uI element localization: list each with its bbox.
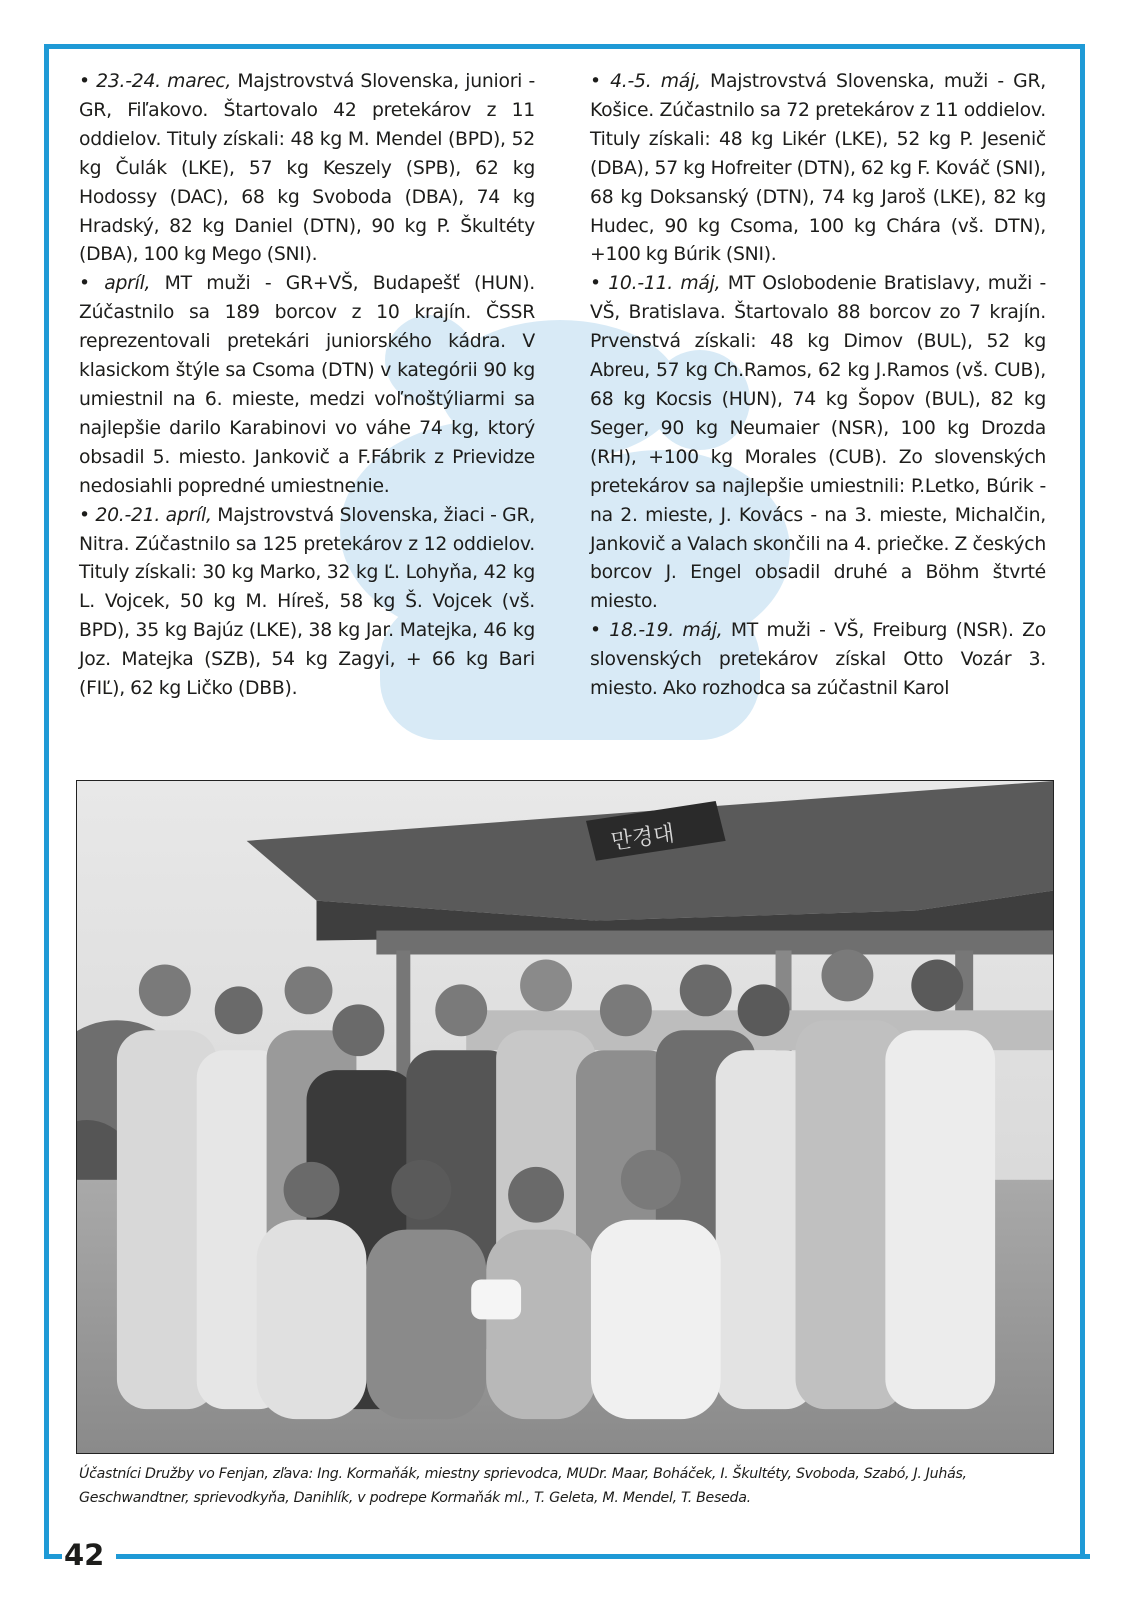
results-entry <box>590 617 1046 704</box>
results-entry <box>590 68 1046 270</box>
group-photo <box>76 780 1054 1454</box>
entry-text: MT Oslobodenie Bratislavy, muži - VŠ, Bratislava. Štartovalo 88 borcov zo 7 krajín. Prvenstvá získali: 48 kg Dimov (BUL), 52 kg Abreu, 57 kg Ch.Ramos, 62 kg J.Ramos (vš. CUB), 68 kg Kocsis (HUN), 74 kg Šopov (BUL), 82 kg Seger, 90 kg Neumaier (NSR), 100 kg Drozda (RH), +100 kg Morales (CUB). Zo slovenských pretekárov sa najlepšie umiestnili: P.Letko, Búrik - na 2. mieste, J. Kovács - na 3. mieste, Michalčin, Jankovič a Valach skončili na 4. priečke. Z českých borcov J. Engel obsadil druhé a Böhm štvrté miesto. <box>590 273 1046 613</box>
entry-text: Majstrovstvá Slovenska, žiaci - GR, Nitra. Zúčastnilo sa 125 pretekárov z 12 oddielov. Tituly získali: 30 kg Marko, 32 kg Ľ. Lohyňa, 42 kg L. Vojcek, 50 kg M. Híreš, 58 kg Š. Vojcek (vš. BPD), 35 kg Bajúz (LKE), 38 kg Jar. Matejka, 46 kg Joz. Matejka (SZB), 54 kg Zagyi, + 66 kg Bari (FIĽ), 62 kg Ličko (DBB). <box>79 504 535 700</box>
page-number: 42 <box>64 1538 105 1572</box>
entry-text: Majstrovstvá Slovenska, muži - GR, Košice. Zúčastnilo sa 72 pretekárov z 11 oddielov. Tituly získali: 48 kg Likér (LKE), 52 kg P. Jesenič (DBA), 57 kg Hofreiter (DTN), 62 kg F. Kováč (SNI), 68 kg Doksanský (DTN), 74 kg Jaroš (LKE), 82 kg Hudec, 90 kg Csoma, 100 kg Chára (vš. DTN), +100 kg Búrik (SNI). <box>590 71 1047 266</box>
entry-text: MT muži - GR+VŠ, Budapešť (HUN). Zúčastnilo sa 189 borcov z 10 krajín. ČSSR reprezentovali pretekári juniorského kádra. V klasickom štýle sa Csoma (DTN) v kategórii 90 kg umiestnil na 6. mieste, medzi voľnoštýliarmi sa najlepšie darilo Karabinovi vo váhe 74 kg, ktorý obsadil 5. miesto. Jankovič a F.Fábrik z Prievidze nedosiahli popredné umiestnenie. <box>79 273 535 497</box>
bullet-icon: • <box>79 71 90 92</box>
bullet-icon: • <box>590 71 601 92</box>
results-entry <box>590 270 1046 617</box>
bullet-icon: • <box>79 273 90 295</box>
photo-caption: Účastníci Družby vo Fenjan, zľava: Ing. Kormaňák, miestny sprievodca, MUDr. Maar, Boháček, I. Škultéty, Svoboda, Szabó, J. Juhás, Geschwandtner, sprievodkyňa, Danihlík, v podrepe Kormaňák ml., T. Geleta, M. Mendel, T. Beseda. <box>79 1466 967 1506</box>
page-frame-bottom-left <box>44 1554 62 1559</box>
entry-date: 20.-21. apríl, <box>95 504 212 526</box>
entry-date: apríl, <box>104 273 151 295</box>
left-text-column <box>79 68 535 704</box>
bullet-icon: • <box>79 504 90 526</box>
entry-text: Majstrovstvá Slovenska, juniori - GR, Fiľakovo. Štartovalo 42 pretekárov z 11 oddielov. Tituly získali: 48 kg M. Mendel (BPD), 52 kg Čulák (LKE), 57 kg Keszely (SPB), 62 kg Hodossy (DAC), 68 kg Svoboda (DBA), 74 kg Hradský, 82 kg Daniel (DTN), 90 kg P. Škultéty (DBA), 100 kg Mego (SNI). <box>79 71 535 266</box>
bullet-icon: • <box>590 620 601 642</box>
results-entry <box>79 502 535 704</box>
entry-date: 10.-11. máj, <box>608 273 721 295</box>
entry-date: 4.-5. máj, <box>610 71 701 92</box>
entry-text: MT muži - VŠ, Freiburg (NSR). Zo slovenských pretekárov získal Otto Vozár 3. miesto. Ako rozhodca sa zúčastnil Karol <box>590 620 1046 700</box>
page-frame-bottom <box>116 1554 1090 1559</box>
entry-date: 23.-24. marec, <box>96 71 232 92</box>
results-entry <box>79 68 535 270</box>
bullet-icon: • <box>590 273 601 295</box>
results-entry <box>79 270 535 501</box>
pavilion-sign-text: 만경대 <box>609 821 677 855</box>
entry-date: 18.-19. máj, <box>609 620 723 642</box>
right-text-column <box>590 68 1046 704</box>
group-photo-image <box>77 781 1053 1453</box>
